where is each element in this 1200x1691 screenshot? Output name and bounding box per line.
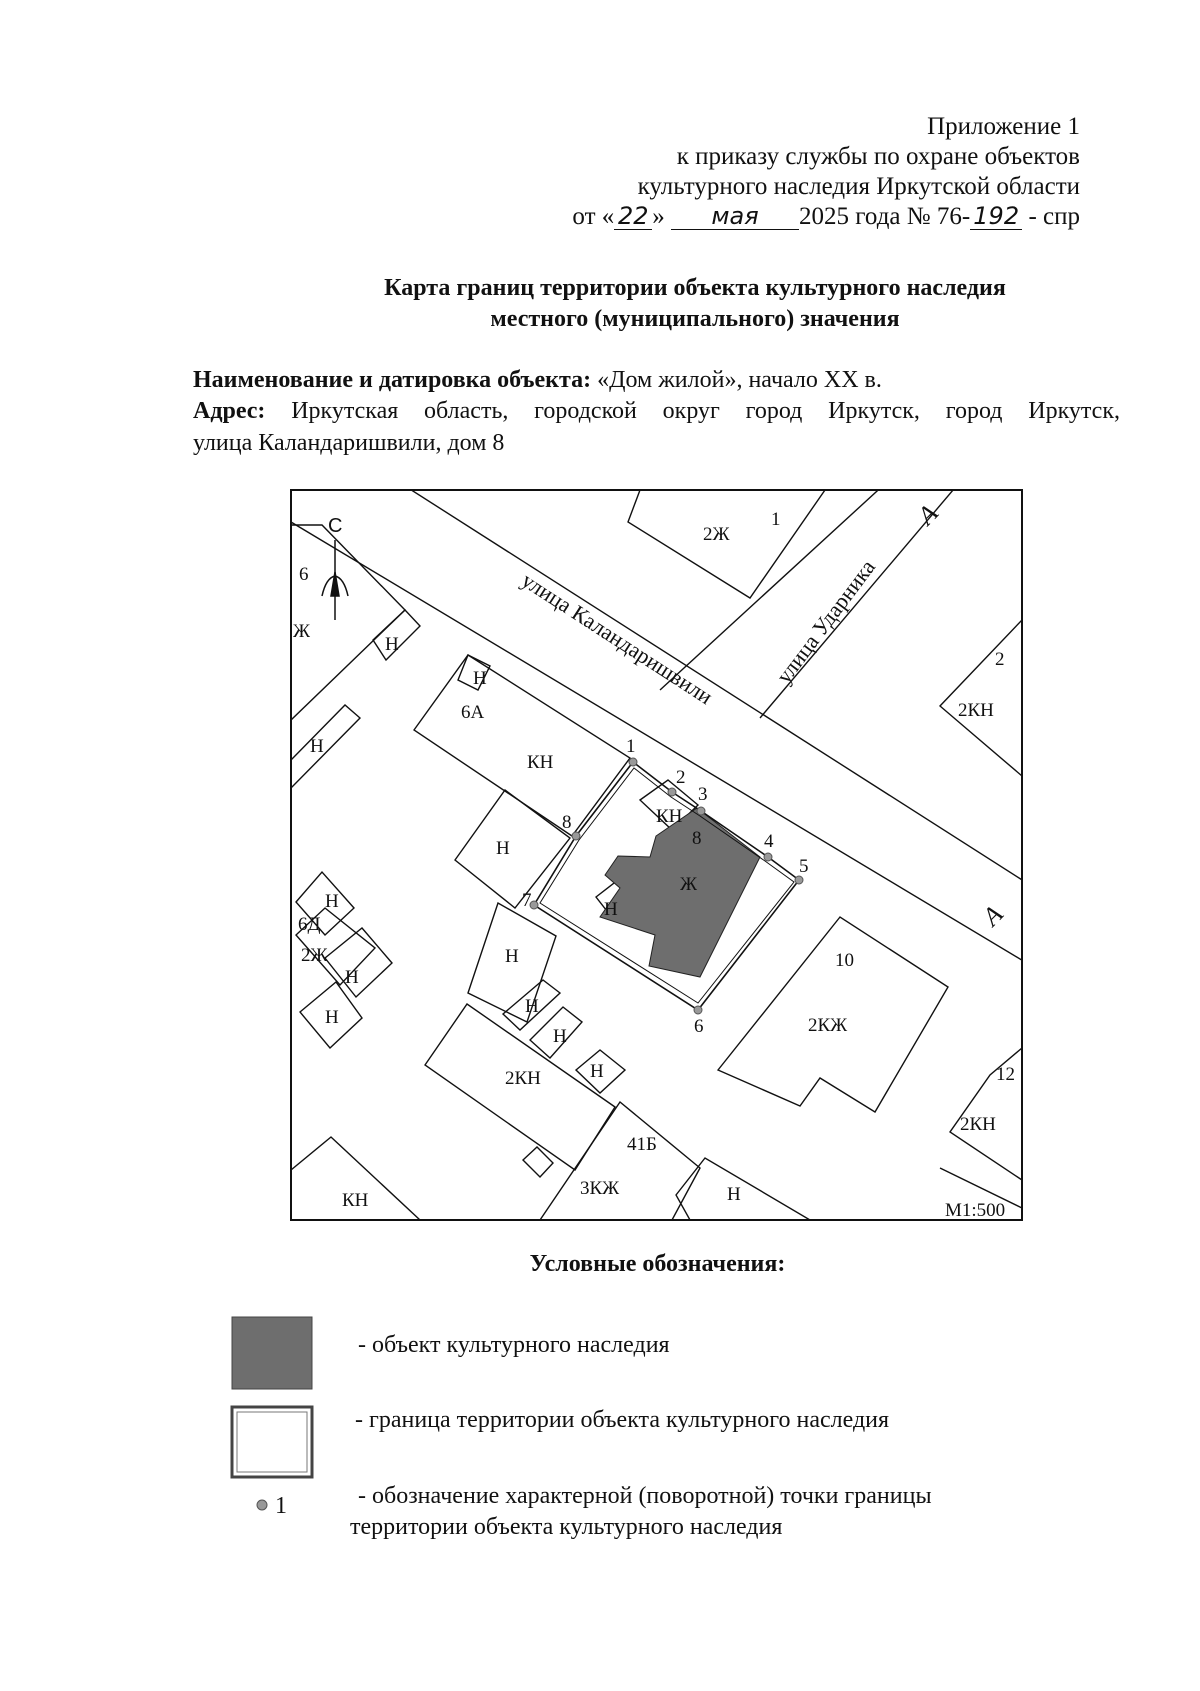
order-number: 192 <box>970 203 1022 230</box>
point-label-7: 7 <box>522 890 532 911</box>
label-6d-n3: Н <box>325 1007 339 1028</box>
document-title-line-2: местного (муниципального) значения <box>490 306 900 332</box>
point-label-1: 1 <box>626 736 636 757</box>
label-n-mid: Н <box>496 838 510 859</box>
point-label-3: 3 <box>698 784 708 805</box>
label-1: 1 <box>771 509 781 530</box>
legend-item-point-line-1: - обозначение характерной (поворотной) точки границы <box>358 1483 932 1509</box>
label-8-n: Н <box>604 899 618 920</box>
object-name-value: «Дом жилой», начало XX в. <box>597 367 882 393</box>
label-n-e: Н <box>553 1026 567 1047</box>
order-day: 22 <box>614 203 652 230</box>
label-n-bottom: Н <box>727 1184 741 1205</box>
point-label-4: 4 <box>764 831 774 852</box>
document-title-line-1: Карта границ территории объекта культурного наследия <box>384 275 1006 301</box>
label-6a: 6А <box>461 702 485 723</box>
label-8: 8 <box>692 828 702 849</box>
legend-point-symbol: 1 <box>275 1493 287 1519</box>
label-n-f: Н <box>590 1061 604 1082</box>
date-prefix: от « <box>572 203 615 230</box>
street-label-udarnika: улица Ударника <box>771 554 881 689</box>
point-label-5: 5 <box>799 856 809 877</box>
label-6a-kn: КН <box>527 752 554 773</box>
label-2zh: 2Ж <box>703 524 730 545</box>
label-6: 6 <box>299 564 309 585</box>
label-kn-bottom: КН <box>342 1190 369 1211</box>
label-n-b: Н <box>310 736 324 757</box>
section-mark-top: А <box>911 498 944 531</box>
section-mark-right: А <box>976 899 1009 932</box>
label-zh: Ж <box>293 621 311 642</box>
label-6d-n: Н <box>325 891 339 912</box>
label-2: 2 <box>995 649 1005 670</box>
label-6d-2zh: 2Ж <box>301 945 328 966</box>
label-6d-n2: Н <box>345 967 359 988</box>
label-n-d: Н <box>525 996 539 1017</box>
label-2kn-right: 2КН <box>958 700 994 721</box>
legend-point-icon <box>257 1500 267 1510</box>
label-2kn-low: 2КН <box>505 1068 541 1089</box>
label-12: 12 <box>996 1064 1015 1085</box>
label-8-zh: Ж <box>680 874 698 895</box>
label-n-c: Н <box>505 946 519 967</box>
address-value-1: Иркутская область, городской округ город Иркутск, город Иркутск, <box>291 398 1120 424</box>
legend-item-point-line-2: территории объекта культурного наследия <box>350 1514 783 1540</box>
legend-heritage-swatch <box>232 1317 312 1389</box>
street-label-kalandarishvili: улица Каландаришвили <box>517 567 718 710</box>
appendix-line-1: Приложение 1 <box>927 113 1080 140</box>
legend-boundary-swatch-outer <box>232 1407 312 1477</box>
point-label-8: 8 <box>562 812 572 833</box>
point-label-2: 2 <box>676 767 686 788</box>
date-quote: » <box>652 203 665 230</box>
label-n-a: Н <box>385 634 399 655</box>
order-year: 2025 года № 76- <box>799 203 971 230</box>
legend-title: Условные обозначения: <box>529 1251 786 1277</box>
order-suffix: - спр <box>1028 203 1080 230</box>
label-6d: 6Д <box>298 914 321 935</box>
label-8-kn: КН <box>656 806 683 827</box>
label-41b: 41Б <box>627 1134 657 1155</box>
legend-item-heritage: - объект культурного наследия <box>358 1332 670 1358</box>
order-month: мая <box>671 203 799 230</box>
appendix-line-3: культурного наследия Иркутской области <box>637 173 1080 200</box>
label-6a-n: Н <box>473 668 487 689</box>
address-label: Адрес: <box>193 398 266 424</box>
address-line-2: улица Каландаришвили, дом 8 <box>193 430 505 456</box>
label-2kn-12: 2КН <box>960 1114 996 1135</box>
appendix-line-2: к приказу службы по охране объектов <box>676 143 1080 170</box>
legend-item-boundary: - граница территории объекта культурного наследия <box>355 1407 890 1433</box>
label-10: 10 <box>835 950 854 971</box>
north-label: С <box>328 515 343 537</box>
legend-boundary-swatch-inner <box>237 1412 307 1472</box>
label-2kzh: 2КЖ <box>808 1015 848 1036</box>
object-name-label: Наименование и датировка объекта: <box>193 367 592 393</box>
point-label-6: 6 <box>694 1016 704 1037</box>
scale-label: М1:500 <box>945 1200 1006 1221</box>
label-3kzh: 3КЖ <box>580 1178 620 1199</box>
